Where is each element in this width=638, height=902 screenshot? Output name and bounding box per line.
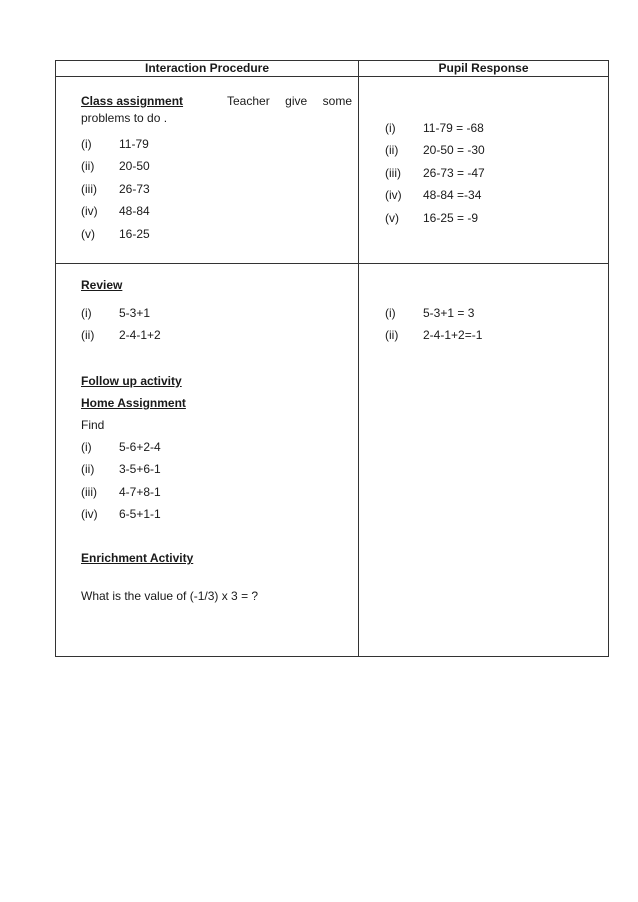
list-item (81, 178, 352, 200)
item-number: (v) (81, 226, 95, 241)
item-text: 2-4-1+2=-1 (423, 328, 483, 343)
item-number: (iv) (385, 188, 402, 203)
home-assignment-list (81, 436, 352, 526)
item-number: (ii) (385, 143, 399, 158)
list-item (81, 481, 352, 503)
review-title: Review (81, 278, 123, 292)
class-assignment-intro (81, 93, 352, 127)
item-number: (i) (385, 121, 396, 135)
item-number: (iv) (81, 506, 98, 521)
item-number: (i) (385, 306, 396, 320)
problem-responses-cell (359, 77, 609, 264)
class-assignment-cell (56, 77, 359, 264)
item-text: 11-79 = -68 (423, 121, 484, 135)
item-number: (iv) (81, 204, 98, 219)
review-row (56, 264, 609, 657)
item-number: (iii) (81, 181, 97, 196)
review-cell (56, 264, 359, 657)
list-item (385, 184, 602, 206)
list-item (81, 155, 352, 177)
item-number: (i) (81, 137, 92, 151)
item-text: 4-7+8-1 (119, 484, 161, 499)
review-list (81, 302, 352, 347)
find-label: Find (81, 417, 105, 432)
item-text: 26-73 (119, 181, 150, 196)
item-number: (i) (81, 306, 92, 320)
item-text: 5-3+1 = 3 (423, 306, 475, 320)
item-number: (iii) (81, 484, 97, 499)
item-text: 16-25 (119, 226, 150, 241)
item-number: (v) (385, 210, 399, 225)
item-number: (ii) (81, 328, 95, 343)
intro-word: give (285, 94, 308, 108)
item-number: (iii) (385, 165, 401, 180)
class-assignment-row (56, 77, 609, 264)
header-pupil-response: Pupil Response (359, 61, 609, 77)
review-responses-cell (359, 264, 609, 657)
list-item (385, 324, 602, 346)
item-number: (ii) (81, 462, 95, 477)
list-item (81, 324, 352, 346)
table-header-row (56, 61, 609, 77)
list-item (81, 133, 352, 155)
list-item (81, 503, 352, 525)
item-text: 11-79 (119, 137, 149, 151)
class-assignment-title: Class assignment (81, 94, 184, 108)
lesson-table (55, 60, 609, 657)
item-text: 26-73 = -47 (423, 165, 485, 180)
list-item (81, 200, 352, 222)
response-list (385, 117, 602, 229)
enrichment-question: What is the value of (-1/3) x 3 = ? (81, 589, 259, 604)
list-item (385, 207, 602, 229)
item-text: 5-3+1 (119, 306, 151, 320)
item-number: (ii) (385, 328, 399, 343)
item-number: (ii) (81, 159, 95, 174)
intro-word: some (322, 94, 352, 108)
list-item (385, 302, 602, 324)
enrichment-title: Enrichment Activity (81, 551, 194, 566)
item-text: 20-50 = -30 (423, 143, 485, 158)
problem-list (81, 133, 352, 245)
review-response-list (385, 302, 602, 347)
item-text: 2-4-1+2 (119, 328, 161, 343)
list-item (81, 223, 352, 245)
item-text: 3-5+6-1 (119, 462, 161, 477)
header-interaction-procedure: Interaction Procedure (56, 61, 359, 77)
list-item (81, 302, 352, 324)
item-text: 6-5+1-1 (119, 506, 161, 521)
item-text: 48-84 =-34 (423, 188, 482, 203)
intro-word: Teacher (227, 94, 270, 108)
list-item (81, 458, 352, 480)
item-text: 5-6+2-4 (119, 439, 161, 454)
item-text: 48-84 (119, 204, 150, 219)
item-text: 20-50 (119, 159, 150, 174)
list-item (385, 139, 602, 161)
list-item (81, 436, 352, 458)
home-assignment-title: Home Assignment (81, 395, 186, 410)
follow-up-title: Follow up activity (81, 373, 182, 388)
item-text: 16-25 = -9 (423, 210, 479, 225)
class-assignment-continuation: problems to do . (81, 111, 168, 125)
list-item (385, 117, 602, 139)
item-number: (i) (81, 439, 92, 454)
list-item (385, 162, 602, 184)
